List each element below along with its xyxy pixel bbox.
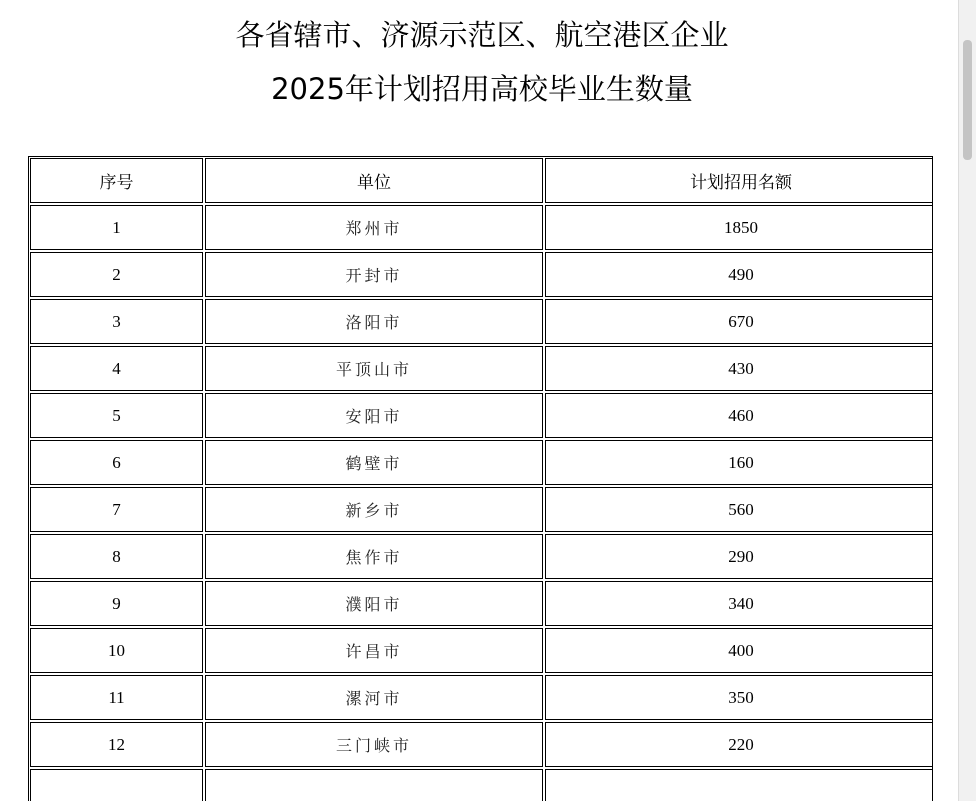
row-quota: 290 [545,534,933,579]
row-quota: 430 [545,346,933,391]
row-unit: 三门峡市 [205,722,543,767]
table-row [30,534,933,579]
row-unit: 洛阳市 [205,299,543,344]
row-unit: 焦作市 [205,534,543,579]
row-quota: 1850 [545,205,933,250]
table-row [30,628,933,673]
table-row [30,393,933,438]
row-quota: 160 [545,440,933,485]
header-unit: 单位 [205,158,543,203]
row-unit-empty [205,769,543,801]
title-line-2: 2025年计划招用高校毕业生数量 [271,72,693,106]
table-row [30,252,933,297]
table-header-row [30,158,933,203]
row-quota: 560 [545,487,933,532]
row-unit: 郑州市 [205,205,543,250]
quota-table [28,156,933,801]
row-quota: 220 [545,722,933,767]
row-index: 10 [30,628,203,673]
header-index: 序号 [30,158,203,203]
header-quota: 计划招用名额 [545,158,933,203]
title-line-1: 各省辖市、济源示范区、航空港区企业 [235,18,729,52]
row-unit: 鹤壁市 [205,440,543,485]
row-index: 6 [30,440,203,485]
row-quota: 670 [545,299,933,344]
row-index: 5 [30,393,203,438]
quota-table-frame [28,156,933,801]
row-index: 11 [30,675,203,720]
row-unit: 开封市 [205,252,543,297]
table-row [30,346,933,391]
row-index: 12 [30,722,203,767]
row-unit: 许昌市 [205,628,543,673]
row-index: 1 [30,205,203,250]
table-row [30,205,933,250]
table-row [30,581,933,626]
row-index: 4 [30,346,203,391]
table-row-partial [30,769,933,801]
table-row [30,487,933,532]
row-index: 7 [30,487,203,532]
row-index: 9 [30,581,203,626]
vertical-scrollbar[interactable] [958,0,976,801]
row-unit: 新乡市 [205,487,543,532]
scrollbar-thumb[interactable] [963,40,972,160]
row-quota: 400 [545,628,933,673]
row-quota: 460 [545,393,933,438]
row-unit: 平顶山市 [205,346,543,391]
table-row [30,299,933,344]
table-row [30,722,933,767]
row-unit: 安阳市 [205,393,543,438]
row-quota: 490 [545,252,933,297]
row-index: 2 [30,252,203,297]
row-unit: 漯河市 [205,675,543,720]
table-row [30,440,933,485]
row-quota-empty [545,769,933,801]
row-unit: 濮阳市 [205,581,543,626]
row-quota: 340 [545,581,933,626]
row-index: 3 [30,299,203,344]
row-index: 8 [30,534,203,579]
table-row [30,675,933,720]
row-index-empty [30,769,203,801]
row-quota: 350 [545,675,933,720]
